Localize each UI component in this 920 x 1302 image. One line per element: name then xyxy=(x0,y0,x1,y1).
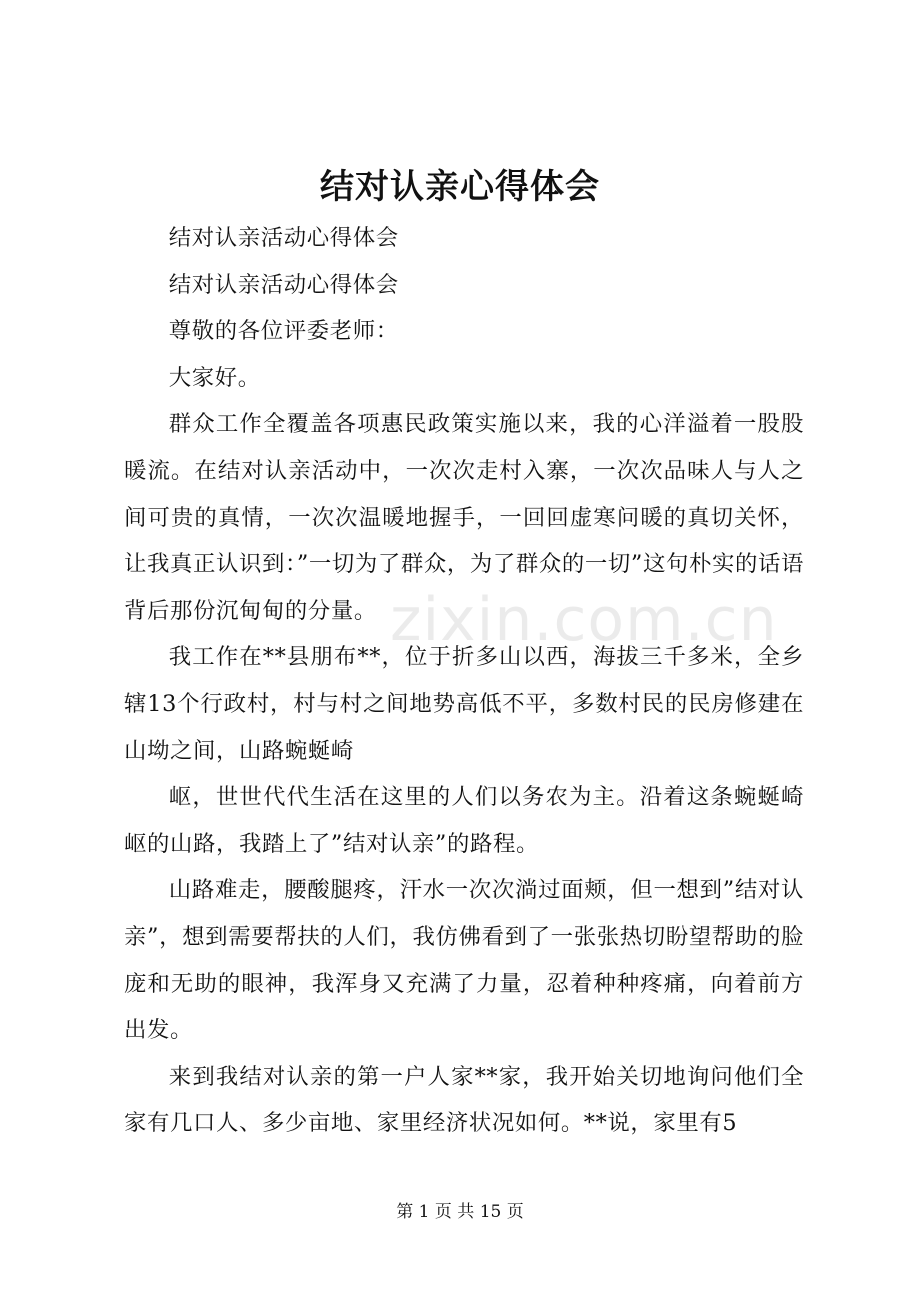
paragraph: 尊敬的各位评委老师： xyxy=(168,318,399,345)
paragraph: 来到我结对认亲的第一户人家**家，我开始关切地询问他们全家有几口人、多少亩地、家里经济状况如何。**说，家里有5 xyxy=(124,1063,804,1137)
page-footer: 第 1 页 共 15 页 xyxy=(396,1202,524,1222)
paragraph: 群众工作全覆盖各项惠民政策实施以来，我的心洋溢着一股股暖流。在结对认亲活动中，一次次走村入寨，一次次品味人与人之间可贵的真情，一次次温暖地握手，一回回虚寒问暖的真切关怀，让我真正认识到：”一切为了群众，为了群众的一切”这句朴实的话语背后那份沉甸甸的分量。 xyxy=(124,411,804,624)
paragraph: 山路难走，腰酸腿疼，汗水一次次淌过面颊，但一想到”结对认亲”，想到需要帮扶的人们，我仿佛看到了一张张热切盼望帮助的脸庞和无助的眼神，我浑身又充满了力量，忍着种种疼痛，向着前方出发。 xyxy=(124,877,804,1044)
paragraph: 结对认亲活动心得体会 xyxy=(168,271,399,298)
paragraph: 岖，世世代代生活在这里的人们以务农为主。沿着这条蜿蜒崎岖的山路，我踏上了”结对认亲”的路程。 xyxy=(124,784,804,857)
watermark: zixin.com.cn xyxy=(390,585,778,655)
paragraph: 大家好。 xyxy=(168,364,261,391)
document-body xyxy=(124,215,804,1147)
paragraph: 我工作在**县朋布**，位于折多山以西，海拔三千多米，全乡辖13个行政村，村与村之间地势高低不平，多数村民的民房修建在山坳之间，山路蜿蜒崎 xyxy=(124,644,804,764)
paragraph: 结对认亲活动心得体会 xyxy=(168,225,399,251)
document-title: 结对认亲心得体会 xyxy=(320,167,600,207)
